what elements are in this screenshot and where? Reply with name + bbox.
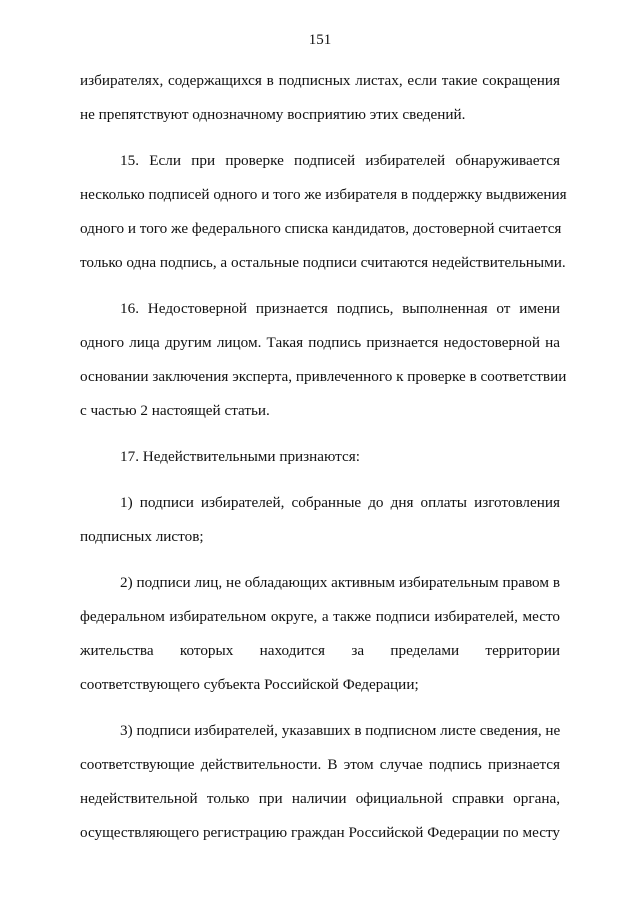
text-line: 17. Недействительными признаются: bbox=[120, 448, 360, 465]
text-line: не препятствуют однозначному восприятию этих сведений. bbox=[80, 106, 466, 123]
list-item-3 bbox=[80, 714, 560, 850]
text-line: 2) подписи лиц, не обладающих активным избирательным правом в bbox=[120, 574, 560, 591]
paragraph-16 bbox=[80, 292, 567, 428]
text-line: соответствующие действительности. В этом случае подпись признается bbox=[80, 756, 560, 773]
text-line: основании заключения эксперта, привлеченного к проверке в соответствии bbox=[80, 368, 567, 385]
text-line: осуществляющего регистрацию граждан Российской Федерации по месту bbox=[80, 824, 560, 841]
text-line: с частью 2 настоящей статьи. bbox=[80, 402, 270, 419]
paragraph-continuation bbox=[80, 64, 560, 132]
text-line: одного лица другим лицом. Такая подпись признается недостоверной на bbox=[80, 334, 560, 351]
paragraph-15 bbox=[80, 144, 567, 280]
list-item-2 bbox=[80, 566, 560, 702]
list-item-1 bbox=[80, 486, 560, 554]
text-line: одного и того же федерального списка кандидатов, достоверной считается bbox=[80, 220, 562, 237]
text-line: федеральном избирательном округе, а также подписи избирателей, место bbox=[80, 608, 560, 625]
text-line: несколько подписей одного и того же избирателя в поддержку выдвижения bbox=[80, 186, 567, 203]
text-line: недействительной только при наличии официальной справки органа, bbox=[80, 790, 560, 807]
text-line: 3) подписи избирателей, указавших в подписном листе сведения, не bbox=[120, 722, 561, 739]
text-line: 16. Недостоверной признается подпись, выполненная от имени bbox=[120, 300, 560, 317]
text-line: только одна подпись, а остальные подписи считаются недействительными. bbox=[80, 254, 566, 271]
document-body bbox=[80, 64, 567, 850]
paragraph-17 bbox=[80, 440, 560, 474]
text-line: подписных листов; bbox=[80, 528, 204, 545]
text-line: жительства которых находится за пределами территории bbox=[80, 642, 560, 659]
text-line: 15. Если при проверке подписей избирателей обнаруживается bbox=[120, 152, 560, 169]
text-line: соответствующего субъекта Российской Федерации; bbox=[80, 676, 419, 693]
page-number: 151 bbox=[308, 32, 332, 48]
text-line: избирателях, содержащихся в подписных листах, если такие сокращения bbox=[80, 72, 560, 89]
text-line: 1) подписи избирателей, собранные до дня оплаты изготовления bbox=[120, 494, 560, 511]
